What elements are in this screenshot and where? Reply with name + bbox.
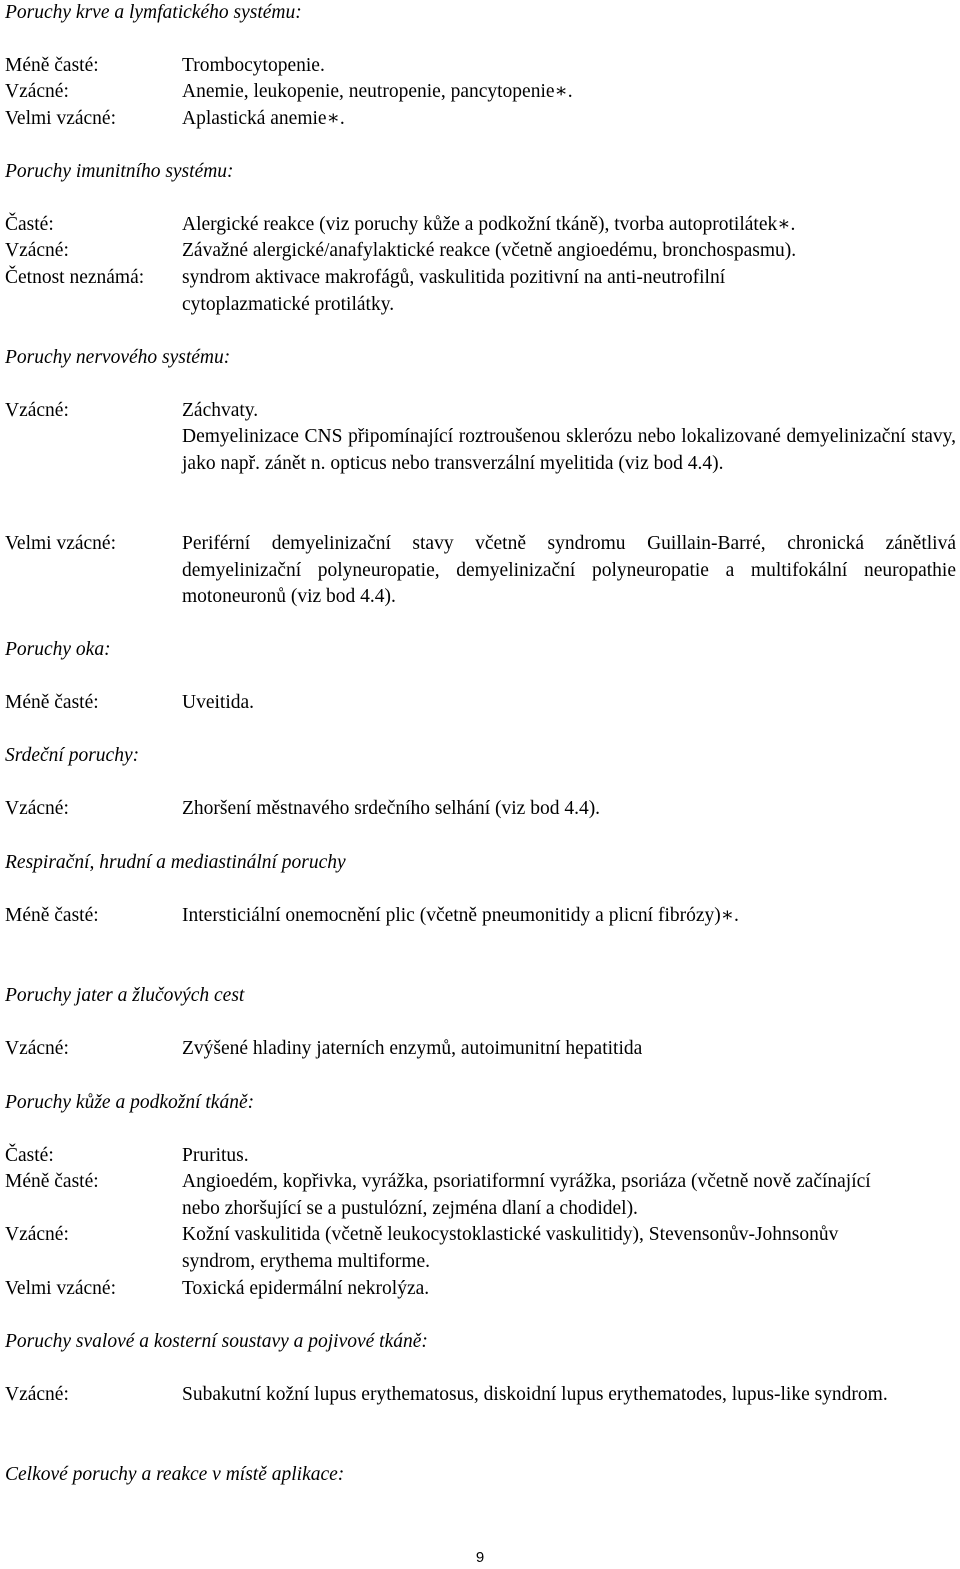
frequency-label: Velmi vzácné: xyxy=(5,1278,116,1299)
effect-text: Toxická epidermální nekrolýza. xyxy=(182,1278,430,1299)
frequency-label: Vzácné: xyxy=(5,1384,69,1405)
effect-text: Angioedém, kopřivka, vyrážka, psoriatiformní vyrážka, psoriáza (včetně nově začínající nebo zhoršující se a pustulózní, zejména dlaní a chodidel). xyxy=(182,1171,871,1219)
effect-text: Aplastická anemie∗. xyxy=(182,108,345,129)
frequency-label: Vzácné: xyxy=(5,240,69,261)
section-heading-respiratory: Respirační, hrudní a mediastinální poruchy xyxy=(5,852,346,873)
effect-text: Zhoršení městnavého srdečního selhání (viz bod 4.4). xyxy=(182,798,601,819)
effect-text: Uveitida. xyxy=(182,692,255,713)
effect-text: Periférní demyelinizační stavy včetně syndromu Guillain-Barré, chronická zánětlivá demyelinizační polyneuropatie, demyelinizační polyneuropatie a multifokální neuropathie motoneuronů (viz bod 4.4). xyxy=(182,533,956,607)
section-heading-liver: Poruchy jater a žlučových cest xyxy=(5,985,245,1006)
frequency-label: Velmi vzácné: xyxy=(5,108,116,129)
section-heading-eye: Poruchy oka: xyxy=(5,639,111,660)
effect-text: Pruritus. xyxy=(182,1145,249,1166)
page-number: 9 xyxy=(475,1549,485,1566)
effect-text: Anemie, leukopenie, neutropenie, pancytopenie∗. xyxy=(182,81,573,102)
effect-text: Alergické reakce (viz poruchy kůže a podkožní tkáně), tvorba autoprotilátek∗. xyxy=(182,214,796,235)
frequency-label: Méně časté: xyxy=(5,692,99,713)
frequency-label: Vzácné: xyxy=(5,400,69,421)
frequency-label: Vzácné: xyxy=(5,1224,69,1245)
effect-text: Trombocytopenie. xyxy=(182,55,325,76)
frequency-label: Méně časté: xyxy=(5,905,99,926)
frequency-label: Méně časté: xyxy=(5,55,99,76)
frequency-label: Časté: xyxy=(5,1145,54,1166)
frequency-label: Vzácné: xyxy=(5,81,69,102)
section-heading-musculoskeletal: Poruchy svalové a kosterní soustavy a pojivové tkáně: xyxy=(5,1331,428,1352)
section-heading-general: Celkové poruchy a reakce v místě aplikace: xyxy=(5,1464,345,1485)
effect-text: Demyelinizace CNS připomínající roztroušenou sklerózu nebo lokalizované demyelinizační stavy, jako např. zánět n. opticus nebo transverzální myelitida (viz bod 4.4). xyxy=(182,426,956,474)
section-heading-blood: Poruchy krve a lymfatického systému: xyxy=(5,2,302,23)
frequency-label: Časté: xyxy=(5,214,54,235)
frequency-label: Vzácné: xyxy=(5,1038,69,1059)
section-heading-cardiac: Srdeční poruchy: xyxy=(5,745,140,766)
effect-text: Intersticiální onemocnění plic (včetně pneumonitidy a plicní fibrózy)∗. xyxy=(182,905,739,926)
section-heading-skin: Poruchy kůže a podkožní tkáně: xyxy=(5,1092,255,1113)
frequency-label: Četnost neznámá: xyxy=(5,267,145,288)
section-heading-nervous: Poruchy nervového systému: xyxy=(5,347,231,368)
effect-text: Kožní vaskulitida (včetně leukocystoklastické vaskulitidy), Stevensonův-Johnsonův syndrom, erythema multiforme. xyxy=(182,1224,839,1272)
effect-text: Záchvaty. xyxy=(182,400,259,421)
effect-text: Závažné alergické/anafylaktické reakce (včetně angioedému, bronchospasmu). xyxy=(182,240,797,261)
frequency-label: Méně časté: xyxy=(5,1171,99,1192)
frequency-label: Velmi vzácné: xyxy=(5,533,116,554)
effect-text: Subakutní kožní lupus erythematosus, diskoidní lupus erythematodes, lupus-like syndrom. xyxy=(182,1384,888,1405)
effect-text: syndrom aktivace makrofágů, vaskulitida pozitivní na anti-neutrofilní cytoplazmatické protilátky. xyxy=(182,267,726,315)
section-heading-immune: Poruchy imunitního systému: xyxy=(5,161,234,182)
frequency-label: Vzácné: xyxy=(5,798,69,819)
effect-text: Zvýšené hladiny jaterních enzymů, autoimunitní hepatitida xyxy=(182,1038,643,1059)
